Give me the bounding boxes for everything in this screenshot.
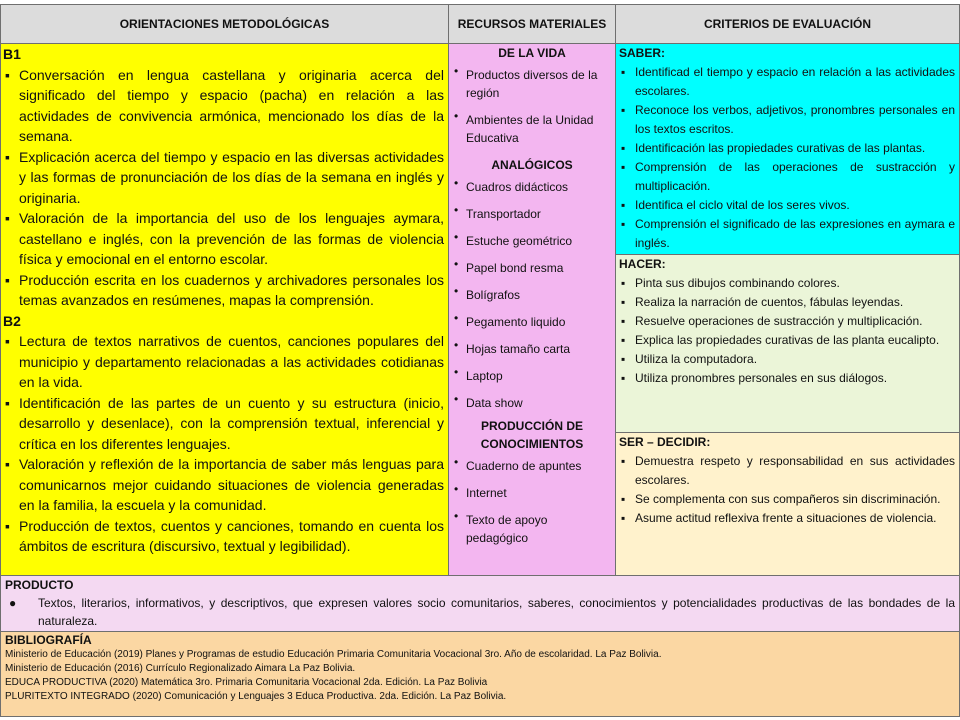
header-orientaciones-text: ORIENTACIONES METODOLÓGICAS [119,16,330,31]
producto-item [5,594,955,630]
list-item: • Papel bond resma [452,255,612,282]
b2-label: B2 [3,312,21,329]
bibliografia-line: PLURITEXTO INTEGRADO (2020) Comunicación y Lenguajes 3 Educa Productiva. 2da. Edición. La Paz Bolivia. [5,691,507,702]
list-item: • Hojas tamaño carta [452,336,612,363]
list-item: ▪ Reconoce los verbos, adjetivos, pronombres personales en los textos escritos. [619,101,955,139]
saber-list [619,63,955,253]
analogicos-title: ANALÓGICOS [491,158,573,172]
list-item: ▪ Comprensión el significado de las expresiones en aymara e inglés. [619,215,955,253]
ser-list [619,452,955,528]
hacer-label: HACER: [619,257,666,271]
bibliografia-line: Ministerio de Educación (2016) Currículo Regionalizado Aimara La Paz Bolivia. [5,663,356,674]
producto-label: PRODUCTO [5,578,74,592]
list-item: • Productos diversos de la región [452,62,612,107]
saber-cell [615,43,960,255]
hacer-list [619,274,955,388]
list-item: ▪ Identificad el tiempo y espacio en relación a las actividades escolares. [619,63,955,101]
list-item: • Cuaderno de apuntes [452,453,612,480]
vida-list [452,62,612,152]
recursos-cell [448,43,616,576]
bullet-icon: ● [9,596,17,610]
bibliografia-cell [0,631,960,717]
list-item: • Internet [452,480,612,507]
list-item: ▪ Realiza la narración de cuentos, fábulas leyendas. [619,293,955,312]
list-item: • Data show [452,390,612,417]
list-item: ▪ Conversación en lengua castellana y originaria acerca del significado del tiempo y espacio (pacha) en relación a las actividades de convivencia armónica, mencionado los días de la semana. [3,65,444,147]
ser-cell [615,432,960,576]
b2-list [3,331,444,557]
header-recursos-text: RECURSOS MATERIALES [457,16,607,31]
orientaciones-cell [0,43,449,576]
header-orientaciones [0,4,449,44]
list-item: • Pegamento liquido [452,309,612,336]
list-item: ▪ Explica las propiedades curativas de las planta eucalipto. [619,331,955,350]
list-item: ▪ Utiliza pronombres personales en sus diálogos. [619,369,955,388]
b1-label: B1 [3,46,21,62]
list-item: • Texto de apoyo pedagógico [452,507,612,552]
list-item: ▪ Valoración y reflexión de la importancia de saber más lenguas para comunicarnos mejor cuidando situaciones de violencia generadas en la familia, la escuela y la comunidad. [3,454,444,516]
list-item: ▪ Utiliza la computadora. [619,350,955,369]
list-item: ▪ Se complementa con sus compañeros sin discriminación. [619,490,955,509]
bibliografia-line: EDUCA PRODUCTIVA (2020) Matemática 3ro. Primaria Comunitaria Vocacional 2da. Edición. La Paz Bolivia [5,677,488,688]
header-criterios [615,4,960,44]
saber-label: SABER: [619,46,666,60]
list-item: • Estuche geométrico [452,228,612,255]
bibliografia-line: Ministerio de Educación (2019) Planes y Programas de estudio Educación Primaria Comunitaria Vocacional 3ro. Año de escolaridad. La Paz Bolivia. [5,649,662,660]
list-item: ▪ Lectura de textos narrativos de cuentos, canciones populares del municipio y departamento relacionadas a las actividades cotidianas en la vida. [3,331,444,393]
vida-title: DE LA VIDA [498,46,566,60]
list-item: ▪ Explicación acerca del tiempo y espacio en las diversas actividades y las formas de pronunciación de los días de la semana en inglés y originaria. [3,147,444,209]
producto-cell [0,575,960,632]
hacer-cell [615,254,960,433]
list-item: ▪ Producción escrita en los cuadernos y archivadores personales los temas avanzados en resúmenes, mapas la comprensión. [3,270,444,311]
bibliografia-lines [5,648,955,704]
list-item: ▪ Identificación de las partes de un cuento y su estructura (inicio, desarrollo y desenlace), con la comprensión textual, inferencial y crítica en los diferentes lenguajes. [3,393,444,455]
list-item: ▪ Demuestra respeto y responsabilidad en sus actividades escolares. [619,452,955,490]
list-item: • Cuadros didácticos [452,174,612,201]
list-item: ▪ Identificación las propiedades curativas de las plantas. [619,139,955,158]
analogicos-list [452,174,612,417]
list-item: • Transportador [452,201,612,228]
b1-list [3,65,444,311]
list-item: ▪ Comprensión de las operaciones de sustracción y multiplicación. [619,158,955,196]
header-criterios-text: CRITERIOS DE EVALUACIÓN [703,16,872,31]
list-item: ▪ Valoración de la importancia del uso de los lenguajes aymara, castellano e inglés, con la prevención de las formas de violencia física y emocional en el entorno escolar. [3,208,444,270]
list-item: • Bolígrafos [452,282,612,309]
produccion-list [452,453,612,552]
header-recursos [448,4,616,44]
list-item: • Ambientes de la Unidad Educativa [452,107,612,152]
produccion-title: PRODUCCIÓN DE CONOCIMIENTOS [480,419,584,451]
ser-label: SER – DECIDIR: [619,435,711,449]
list-item: ▪ Asume actitud reflexiva frente a situaciones de violencia. [619,509,955,528]
list-item: ▪ Producción de textos, cuentos y canciones, tomando en cuenta los ámbitos de escritura (discursivo, textual y legibilidad). [3,516,444,557]
list-item: • Laptop [452,363,612,390]
producto-text: Textos, literarios, informativos, y descriptivos, que expresen valores socio comunitarios, saberes, conocimientos y potencialidades productivas de las bondades de la naturaleza. [38,596,955,628]
list-item: ▪ Resuelve operaciones de sustracción y multiplicación. [619,312,955,331]
list-item: ▪ Identifica el ciclo vital de los seres vivos. [619,196,955,215]
bibliografia-label: BIBLIOGRAFÍA [5,633,92,647]
list-item: ▪ Pinta sus dibujos combinando colores. [619,274,955,293]
